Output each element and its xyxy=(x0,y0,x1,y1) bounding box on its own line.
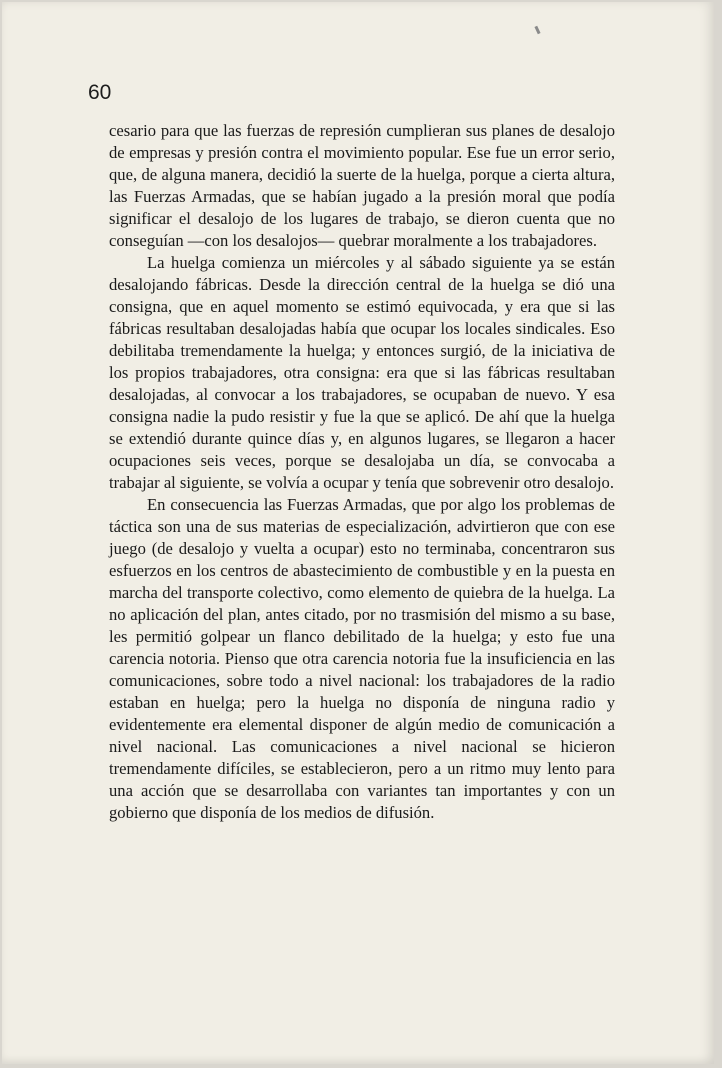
paragraph-3: En consecuencia las Fuerzas Armadas, que por algo los problemas de táctica son una de sus materias de especialización, advirtieron que con ese juego (de desalojo y vuelta a ocupar) esto no terminaba, concentraron sus esfuerzos en los centros de abastecimiento de combustible y en la puesta en marcha del transporte colectivo, como elemento de quiebra de la huelga. La no aplicación del plan, antes citado, por no trasmisión del mismo a su base, les permitió golpear un flanco debilitado de la huelga; y esto fue una carencia notoria. Pienso que otra carencia notoria fue la insuficiencia en las comunicaciones, sobre todo a nivel nacional: los trabajadores de la radio estaban en huelga; pero la huelga no disponía de ninguna radio y evidentemente era elemental disponer de algún medio de comunicación a nivel nacional. Las comunicaciones a nivel nacional se hicieron tremendamente difíciles, se establecieron, pero a un ritmo muy lento para una acción que se desarrollaba con variantes tan importantes y con un gobierno que disponía de los medios de difusión. xyxy=(109,495,615,822)
body-text xyxy=(109,120,615,824)
book-page xyxy=(2,2,714,1064)
scan-mark xyxy=(534,26,540,35)
page-number: 60 xyxy=(88,81,112,104)
paragraph-2: La huelga comienza un miércoles y al sábado siguiente ya se están desalojando fábricas. Desde la dirección central de la huelga se dió una consigna, que en aquel momento se estimó equivocada, y era que si las fábricas resultaban desalojadas había que ocupar los locales sindicales. Eso debilitaba tremendamente la huelga; y entonces surgió, de la iniciativa de los propios trabajadores, otra consigna: era que si las fábricas resultaban desalojadas, al convocar a los trabajadores, se ocupaban de nuevo. Y esa consigna nadie la pudo resistir y fue la que se aplicó. De ahí que la huelga se extendió durante quince días y, en algunos lugares, se llegaron a hacer ocupaciones seis veces, porque se desalojaba un día, se convocaba a trabajar al siguiente, se volvía a ocupar y tenía que sobrevenir otro desalojo. xyxy=(109,253,615,492)
paragraph-1: cesario para que las fuerzas de represión cumplieran sus planes de desalojo de empresas y presión contra el movimiento popular. Ese fue un error serio, que, de alguna manera, decidió la suerte de la huelga, porque a cierta altura, las Fuerzas Armadas, que se habían jugado a la presión moral que podía significar el desalojo de los lugares de trabajo, se dieron cuenta que no conseguían —con los desalojos— quebrar moralmente a los trabajadores. xyxy=(109,121,615,250)
